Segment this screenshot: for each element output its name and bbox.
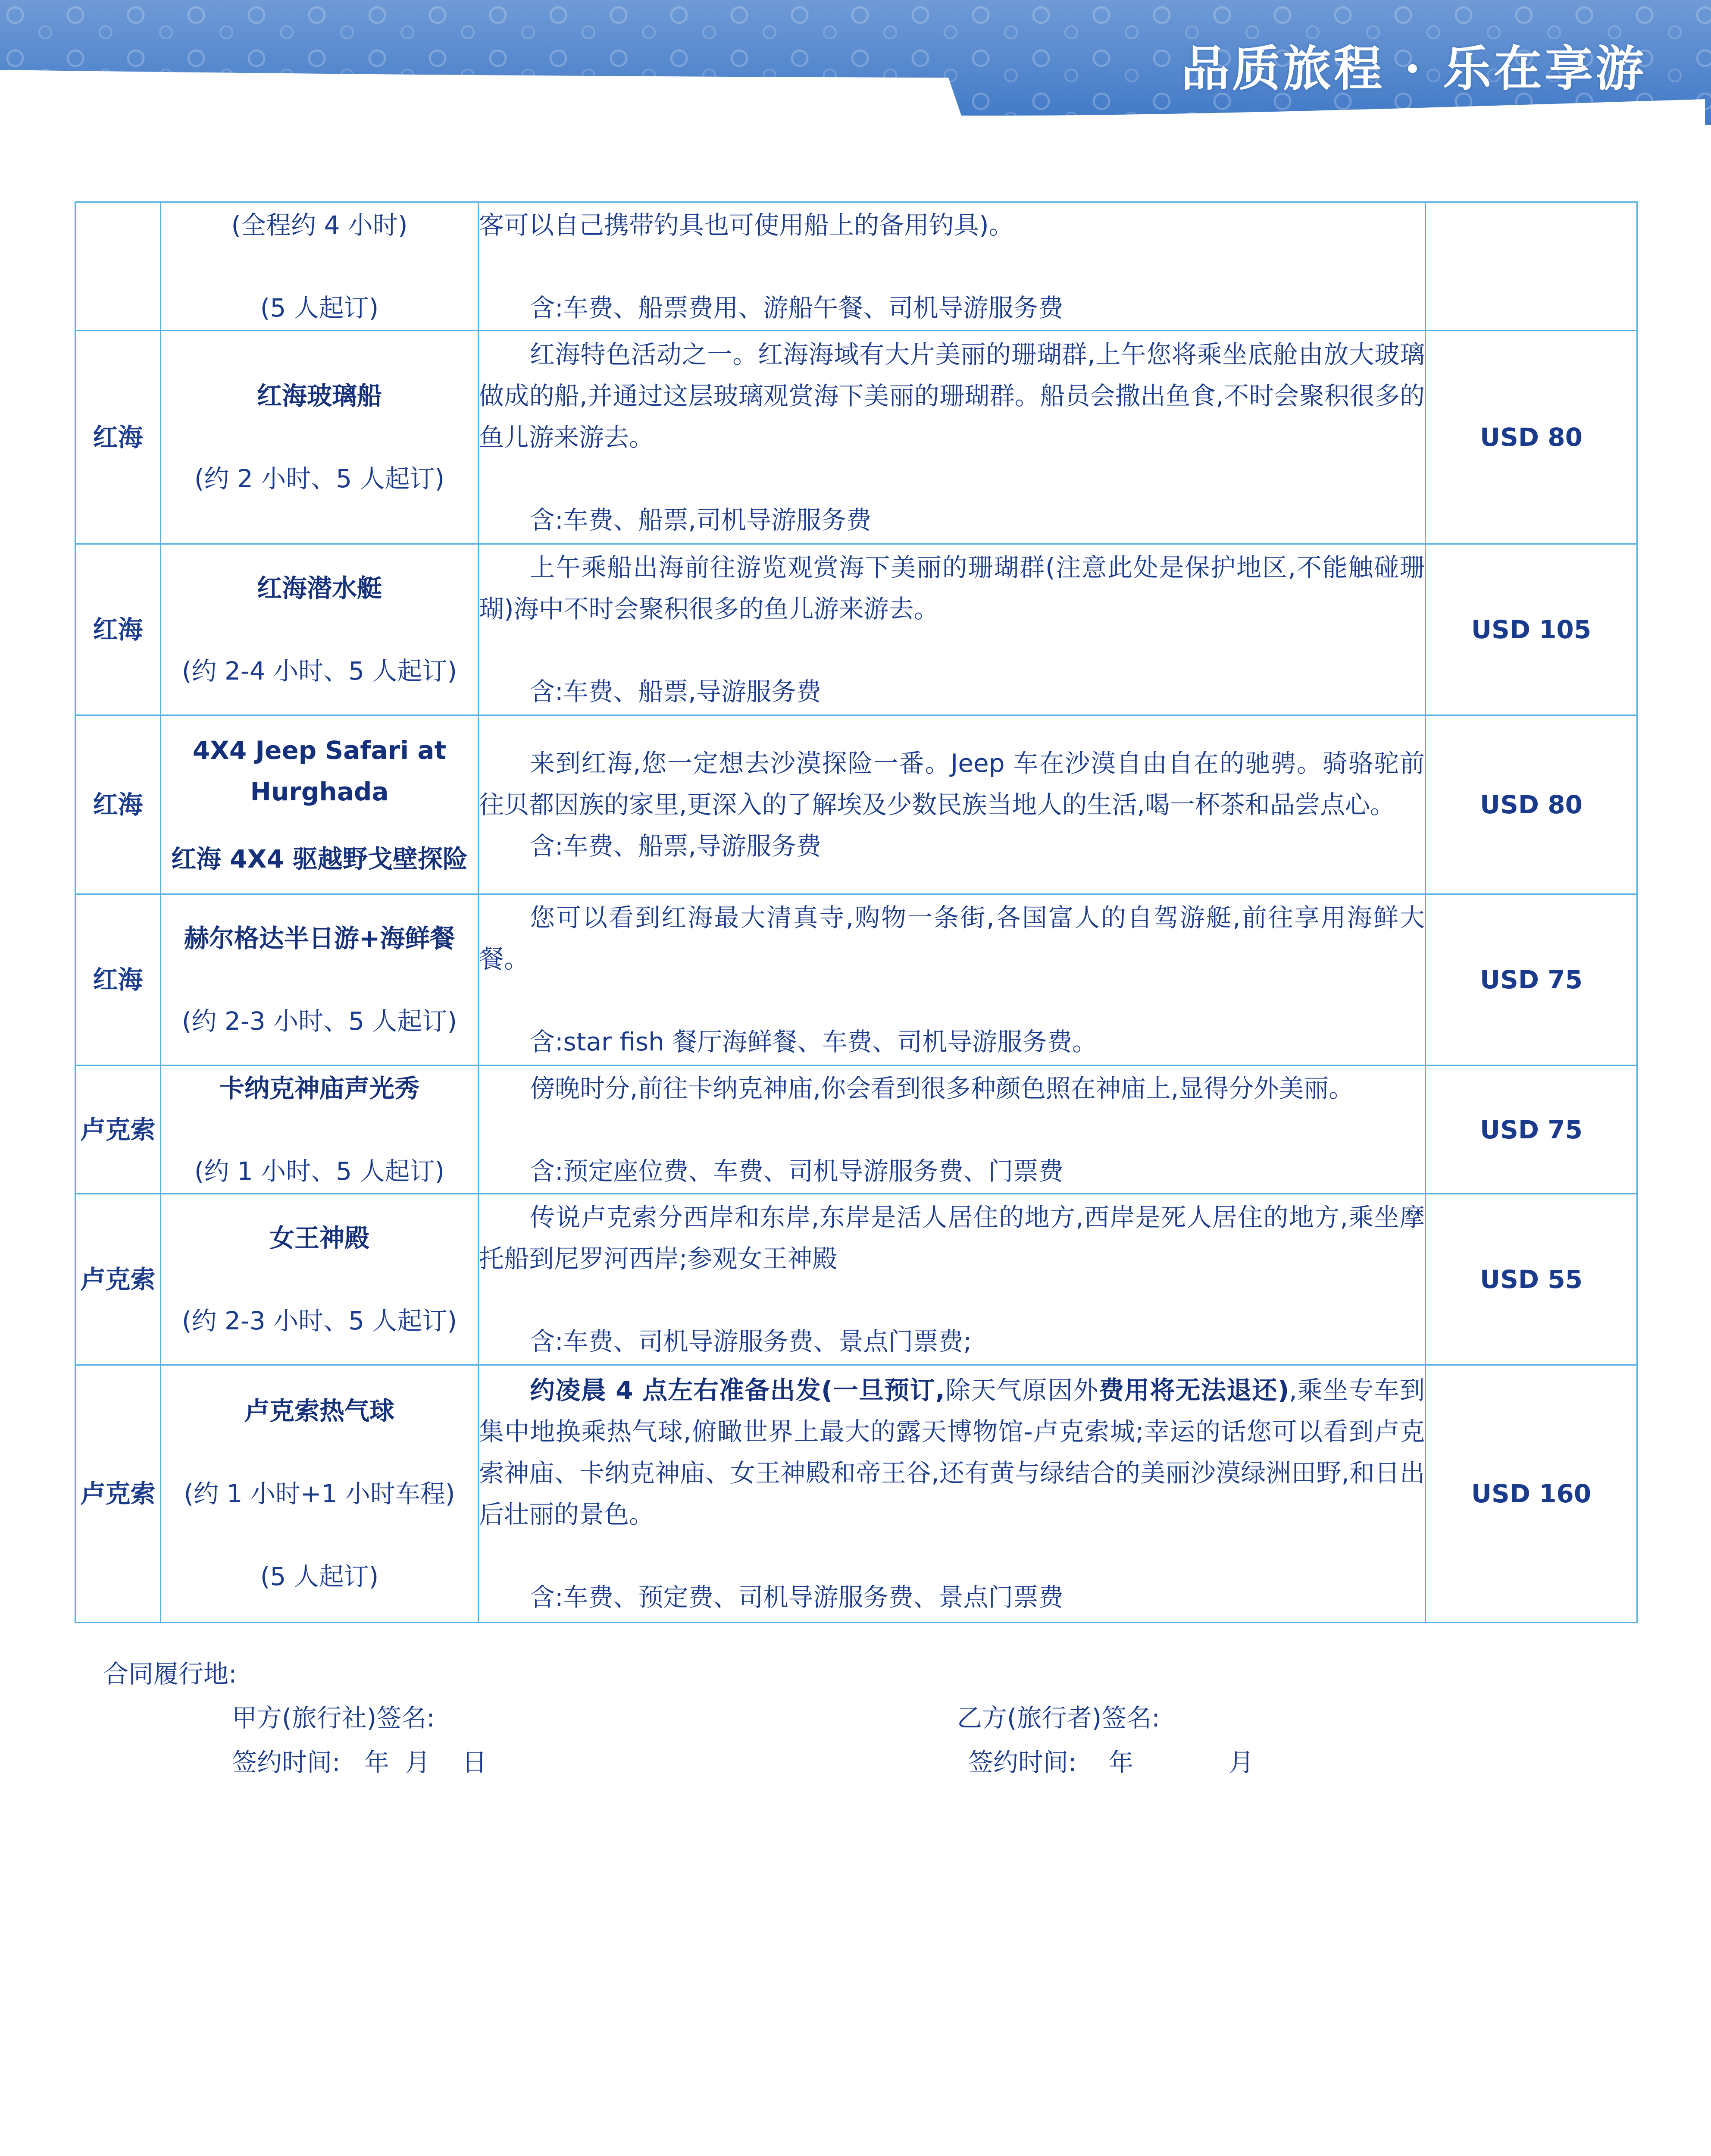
excursion-name-cell bbox=[161, 1065, 479, 1194]
price-cell: USD 75 bbox=[1426, 894, 1637, 1065]
region-cell: 卢克索 bbox=[75, 1065, 161, 1194]
table-row bbox=[75, 1065, 1637, 1194]
excursion-title: 赫尔格达半日游+海鲜餐 bbox=[184, 924, 455, 953]
includes-text: 含:车费、预定费、司机导游服务费、景点门票费 bbox=[530, 1583, 1064, 1612]
description-text: 红海特色活动之一。红海海域有大片美丽的珊瑚群,上午您将乘坐底舱由放大玻璃做成的船,并通过这层玻璃观赏海下美丽的珊瑚群。船员会撒出鱼食,不时会聚积很多的鱼儿游来游去。 bbox=[479, 340, 1425, 452]
description-text: 傍晚时分,前往卡纳克神庙,你会看到很多种颜色照在神庙上,显得分外美丽。 bbox=[530, 1073, 1354, 1103]
excursion-name-cell bbox=[161, 1194, 479, 1365]
region-cell: 卢克索 bbox=[75, 1365, 161, 1623]
excursion-title: 4X4 Jeep Safari at Hurghada bbox=[192, 736, 447, 806]
excursion-title: 红海玻璃船 bbox=[256, 381, 382, 411]
excursion-subtitle: (约 1 小时+1 小时车程) bbox=[184, 1479, 455, 1508]
table-row bbox=[75, 544, 1637, 715]
table-row bbox=[75, 331, 1637, 544]
price-cell: USD 160 bbox=[1426, 1365, 1637, 1623]
excursion-name-cell bbox=[161, 544, 479, 715]
duration-label: (全程约 4 小时) bbox=[231, 210, 408, 240]
party-b-signature-label: 乙方(旅行者)签名: bbox=[957, 1703, 1160, 1733]
price-cell: USD 55 bbox=[1426, 1194, 1637, 1365]
includes-text: 含:star fish 餐厅海鲜餐、车费、司机导游服务费。 bbox=[530, 1027, 1098, 1056]
description-cell bbox=[479, 544, 1426, 715]
price-cell: USD 105 bbox=[1426, 544, 1637, 715]
includes-text: 含:车费、船票费用、游船午餐、司机导游服务费 bbox=[530, 293, 1064, 323]
weather-exception: 除天气原因外 bbox=[945, 1376, 1099, 1405]
region-cell: 红海 bbox=[75, 544, 161, 715]
excursion-name-cell bbox=[161, 894, 479, 1065]
description-text: 传说卢克索分西岸和东岸,东岸是活人居住的地方,西岸是死人居住的地方,乘坐摩托船到尼罗河西岸;参观女王神殿 bbox=[479, 1203, 1425, 1273]
party-a-sign-date: 签约时间: 年 月 日 bbox=[232, 1748, 487, 1777]
region-cell bbox=[75, 202, 161, 331]
header-slogan: 品质旅程 · 乐在享游 bbox=[1181, 41, 1646, 97]
excursion-title: 卢克索热气球 bbox=[244, 1396, 394, 1426]
description-cell bbox=[479, 1194, 1426, 1365]
table-row bbox=[75, 715, 1637, 894]
excursion-title: 女王神殿 bbox=[269, 1223, 369, 1253]
excursion-title: 红海潜水艇 bbox=[256, 573, 382, 603]
price-cell bbox=[1426, 202, 1637, 331]
includes-text: 含:车费、船票,司机导游服务费 bbox=[530, 505, 871, 535]
description-rest: ,乘坐专车到集中地换乘热气球,俯瞰世界上最大的露天博物馆-卢克索城;幸运的话您可以看到卢克索神庙、卡纳克神庙、女王神殿和帝王谷,还有黄与绿结合的美丽沙漠绿洲田野,和日出后壮丽的景色。 bbox=[479, 1376, 1425, 1529]
description-text: 客可以自己携带钓具也可使用船上的备用钓具)。 bbox=[479, 210, 1014, 240]
includes-text: 含:车费、船票,导游服务费 bbox=[530, 677, 821, 706]
departure-notice: 约凌晨 4 点左右准备出发(一旦预订, bbox=[530, 1376, 945, 1405]
description-text: 来到红海,您一定想去沙漠探险一番。Jeep 车在沙漠自由自在的驰骋。骑骆驼前往贝都因族的家里,更深入的了解埃及少数民族当地人的生活,喝一杯茶和品尝点心。 bbox=[479, 749, 1425, 819]
table-row bbox=[75, 1365, 1637, 1623]
excursion-subtitle: (约 2-3 小时、5 人起订) bbox=[181, 1306, 457, 1335]
contract-place-label: 合同履行地: bbox=[103, 1659, 237, 1689]
description-cell bbox=[479, 1065, 1426, 1194]
excursion-subtitle: (约 1 小时、5 人起订) bbox=[194, 1156, 445, 1186]
description-text bbox=[479, 1369, 1425, 1535]
includes-text: 含:预定座位费、车费、司机导游服务费、门票费 bbox=[530, 1156, 1064, 1186]
price-cell: USD 75 bbox=[1426, 1065, 1637, 1194]
region-cell: 红海 bbox=[75, 331, 161, 544]
excursion-subtitle: 红海 4X4 驱越野戈壁探险 bbox=[171, 844, 468, 874]
price-cell: USD 80 bbox=[1426, 715, 1637, 894]
excursion-subtitle: (约 2 小时、5 人起订) bbox=[194, 464, 445, 493]
excursion-name-cell bbox=[161, 715, 479, 894]
description-cell bbox=[479, 715, 1426, 894]
excursion-name-cell bbox=[161, 202, 479, 331]
optional-excursions-table bbox=[75, 201, 1638, 1623]
includes-text: 含:车费、船票,导游服务费 bbox=[530, 831, 821, 861]
party-a-signature-label: 甲方(旅行社)签名: bbox=[232, 1703, 435, 1733]
excursion-subtitle: (约 2-3 小时、5 人起订) bbox=[181, 1006, 457, 1036]
description-text: 您可以看到红海最大清真寺,购物一条街,各国富人的自驾游艇,前往享用海鲜大餐。 bbox=[479, 903, 1425, 974]
description-cell bbox=[479, 331, 1426, 544]
includes-text: 含:车费、司机导游服务费、景点门票费; bbox=[530, 1327, 972, 1356]
excursion-name-cell bbox=[161, 1365, 479, 1623]
excursion-title: 卡纳克神庙声光秀 bbox=[219, 1073, 419, 1103]
description-cell bbox=[479, 1365, 1426, 1623]
price-cell: USD 80 bbox=[1426, 331, 1637, 544]
party-b-sign-date: 签约时间: 年 月 bbox=[968, 1748, 1254, 1777]
table-row bbox=[75, 894, 1637, 1065]
min-group-label: (5 人起订) bbox=[260, 293, 379, 323]
description-text: 上午乘船出海前往游览观赏海下美丽的珊瑚群(注意此处是保护地区,不能触碰珊瑚)海中不时会聚积很多的鱼儿游来游去。 bbox=[479, 553, 1425, 624]
excursion-name-cell bbox=[161, 331, 479, 544]
no-refund-notice: 费用将无法退还) bbox=[1098, 1376, 1289, 1405]
header-banner bbox=[0, 0, 1711, 125]
table-row bbox=[75, 1194, 1637, 1365]
excursion-subtitle: (约 2-4 小时、5 人起订) bbox=[181, 656, 457, 686]
description-cell bbox=[479, 202, 1426, 331]
region-cell: 卢克索 bbox=[75, 1194, 161, 1365]
min-group-label: (5 人起订) bbox=[260, 1562, 379, 1591]
region-cell: 红海 bbox=[75, 894, 161, 1065]
region-cell: 红海 bbox=[75, 715, 161, 894]
description-cell bbox=[479, 894, 1426, 1065]
table-row bbox=[75, 202, 1637, 331]
